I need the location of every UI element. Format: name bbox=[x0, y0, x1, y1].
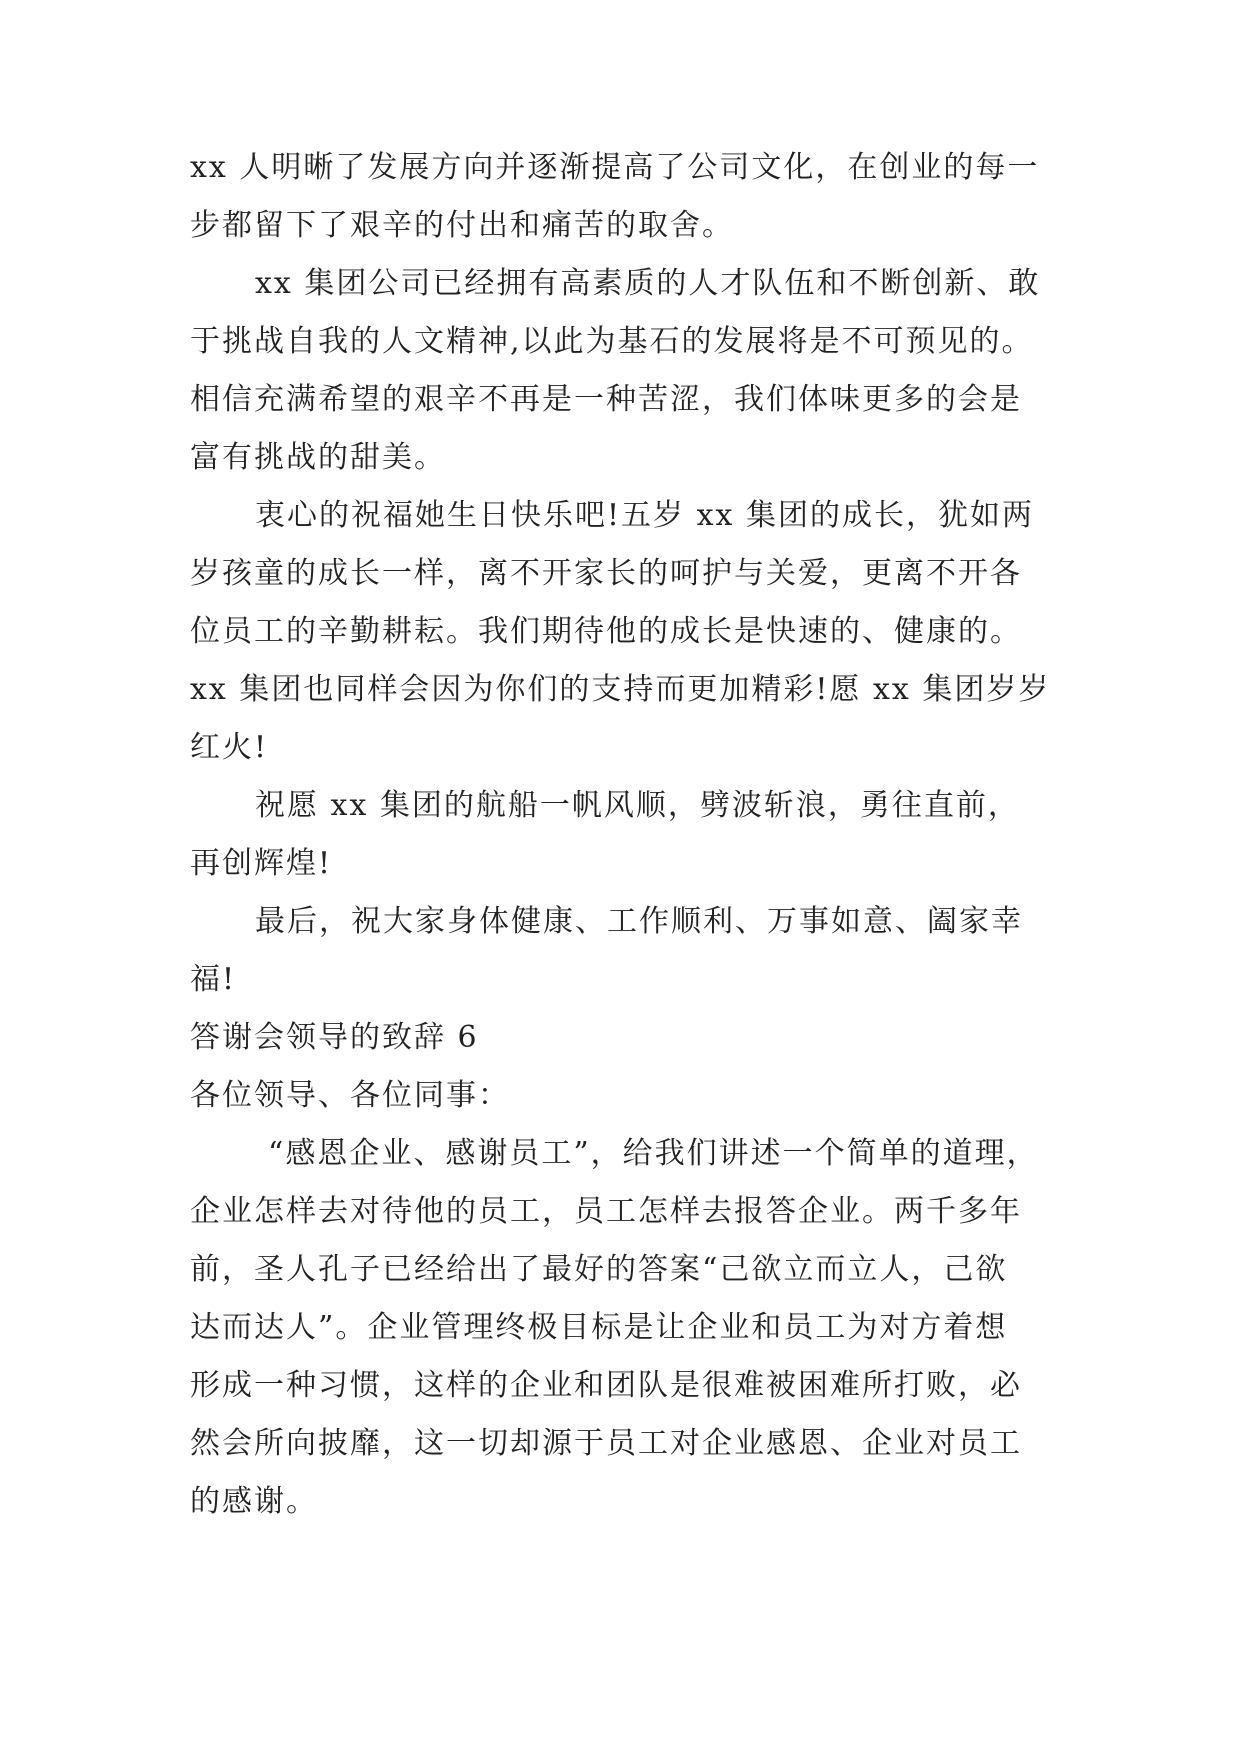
paragraph-line: xx 人明晰了发展方向并逐渐提高了公司文化，在创业的每一 bbox=[190, 150, 1040, 185]
paragraph-line: “感恩企业、感谢员工”，给我们讲述一个简单的道理， bbox=[268, 1136, 1039, 1171]
paragraph-line: 于挑战自我的人文精神,以此为基石的发展将是不可预见的。 bbox=[190, 324, 1034, 359]
paragraph-line: 的感谢。 bbox=[190, 1484, 318, 1519]
paragraph-line: 富有挑战的甜美。 bbox=[190, 440, 446, 475]
paragraph-line: 步都留下了艰辛的付出和痛苦的取舍。 bbox=[190, 208, 734, 243]
paragraph-line: xx 集团也同样会因为你们的支持而更加精彩!愿 xx 集团岁岁 bbox=[190, 672, 1051, 707]
paragraph-line: 形成一种习惯，这样的企业和团队是很难被困难所打败，必 bbox=[190, 1368, 1022, 1403]
paragraph-line: 再创辉煌! bbox=[190, 846, 333, 881]
paragraph-line: 相信充满希望的艰辛不再是一种苦涩，我们体味更多的会是 bbox=[190, 382, 1022, 417]
paragraph-line: 祝愿 xx 集团的航船一帆风顺，劈波斩浪，勇往直前， bbox=[255, 788, 1020, 823]
salutation: 各位领导、各位同事： bbox=[190, 1078, 510, 1113]
paragraph-line: xx 集团公司已经拥有高素质的人才队伍和不断创新、敢 bbox=[255, 266, 1041, 301]
paragraph-line: 企业怎样去对待他的员工，员工怎样去报答企业。两千多年 bbox=[190, 1194, 1022, 1229]
paragraph-line: 红火! bbox=[190, 730, 269, 765]
section-heading: 答谢会领导的致辞 6 bbox=[190, 1020, 479, 1055]
paragraph-line: 衷心的祝福她生日快乐吧!五岁 xx 集团的成长，犹如两 bbox=[255, 498, 1034, 533]
paragraph-line: 最后，祝大家身体健康、工作顺利、万事如意、阖家幸 bbox=[255, 904, 1023, 939]
paragraph-line: 达而达人”。企业管理终极目标是让企业和员工为对方着想 bbox=[190, 1310, 1008, 1345]
paragraph-line: 前，圣人孔子已经给出了最好的答案“己欲立而立人，己欲 bbox=[190, 1252, 1008, 1287]
paragraph-line: 岁孩童的成长一样，离不开家长的呵护与关爱，更离不开各 bbox=[190, 556, 1022, 591]
paragraph-line: 位员工的辛勤耕耘。我们期待他的成长是快速的、健康的。 bbox=[190, 614, 1022, 649]
paragraph-line: 福! bbox=[190, 962, 237, 997]
paragraph-line: 然会所向披靡，这一切却源于员工对企业感恩、企业对员工 bbox=[190, 1426, 1022, 1461]
